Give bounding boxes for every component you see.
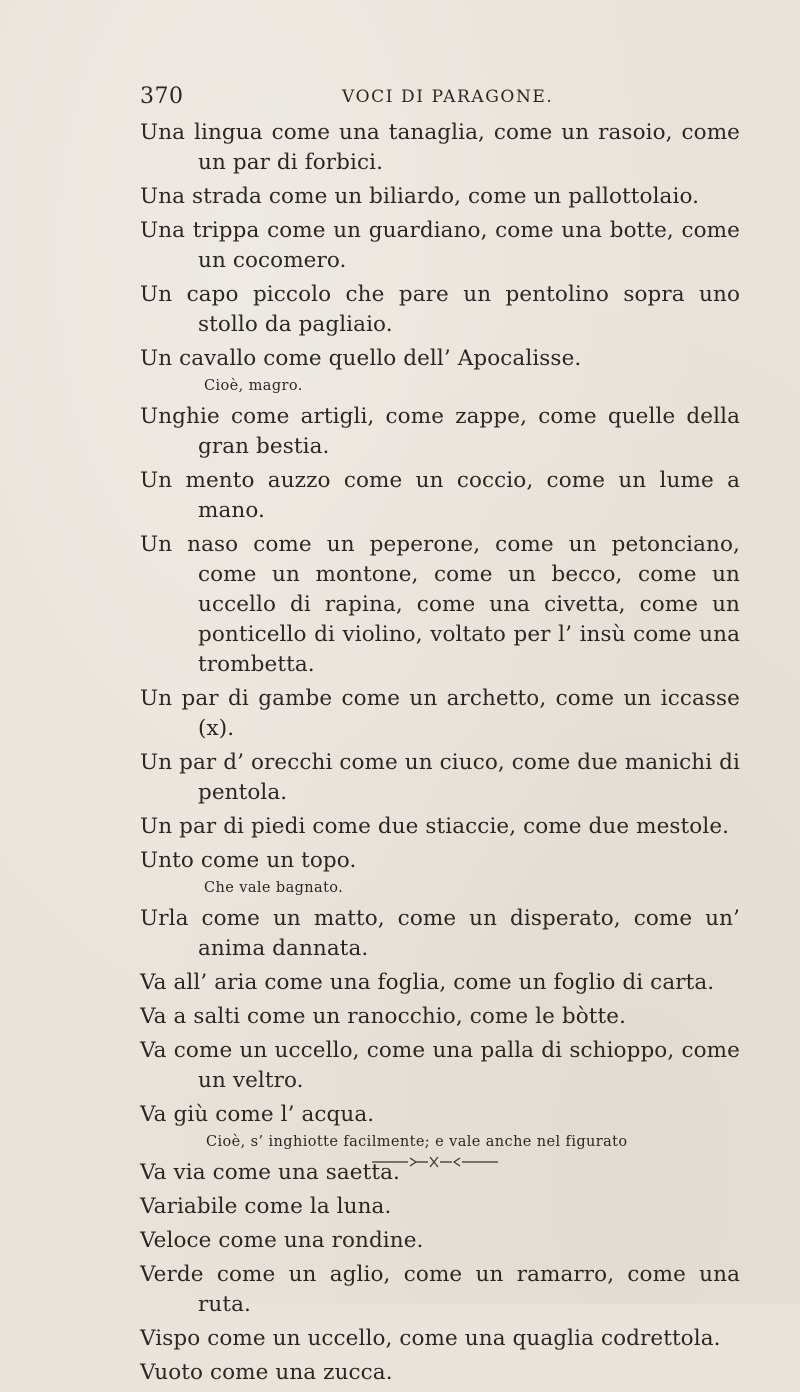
- entry-line: Urla come un matto, come un disperato, come un’ anima dannata.: [140, 906, 740, 961]
- entry-line: Una trippa come un guardiano, come una botte, come un cocomero.: [140, 218, 740, 273]
- entry-line: Vuoto come una zucca.: [140, 1360, 393, 1385]
- entry-line: Un par di gambe come un archetto, come un iccasse (x).: [140, 686, 740, 741]
- entry-line: Va come un uccello, come una palla di schioppo, come un veltro.: [140, 1038, 740, 1093]
- entry-line: Va a salti come un ranocchio, come le bòtte.: [140, 1004, 627, 1029]
- entry-line: Va via come una saetta.: [140, 1160, 400, 1185]
- entry-note: Che vale bagnato.: [204, 880, 344, 896]
- entry-line: Un par di piedi come due stiaccie, come due mestole.: [140, 814, 730, 839]
- entry-line: Va all’ aria come una foglia, come un foglio di carta.: [140, 970, 715, 995]
- entry-line: Un capo piccolo che pare un pentolino sopra uno stollo da pagliaio.: [140, 282, 740, 337]
- end-ornament: [370, 1152, 500, 1172]
- entry-line: Vispo come un uccello, come una quaglia codrettola.: [140, 1326, 721, 1351]
- entry-line: Veloce come una rondine.: [140, 1228, 424, 1253]
- entry-note: Cioè, s’ inghiotte facilmente; e vale anche nel figurato: [206, 1134, 628, 1150]
- entry-line: Un naso come un peperone, come un petonciano, come un montone, come un becco, come un uccello di rapina, come una civetta, come un ponticello di violino, voltato per l’ insù come una trombetta.: [140, 532, 740, 677]
- entries-list: [140, 118, 740, 1392]
- page-header: [140, 84, 740, 114]
- entry-line: Unto come un topo.: [140, 848, 357, 873]
- entry-line: Un mento auzzo come un coccio, come un lume a mano.: [140, 468, 740, 523]
- entry-line: Variabile come la luna.: [140, 1194, 392, 1219]
- entry-line: Un par d’ orecchi come un ciuco, come due manichi di pentola.: [140, 750, 740, 805]
- entry-line: Una lingua come una tanaglia, come un rasoio, come un par di forbici.: [140, 120, 740, 175]
- entry-line: Una strada come un biliardo, come un pallottolaio.: [140, 184, 700, 209]
- running-head: VOCI DI PARAGONE.: [342, 87, 554, 107]
- entry-line: Unghie come artigli, come zappe, come quelle della gran bestia.: [140, 404, 740, 459]
- entry-line: Verde come un aglio, come un ramarro, come una ruta.: [140, 1262, 740, 1317]
- entry-line: Va giù come l’ acqua.: [140, 1102, 375, 1127]
- entry-note: Cioè, magro.: [204, 378, 303, 394]
- page-number: 370: [140, 84, 184, 109]
- entry-line: Un cavallo come quello dell’ Apocalisse.: [140, 346, 582, 371]
